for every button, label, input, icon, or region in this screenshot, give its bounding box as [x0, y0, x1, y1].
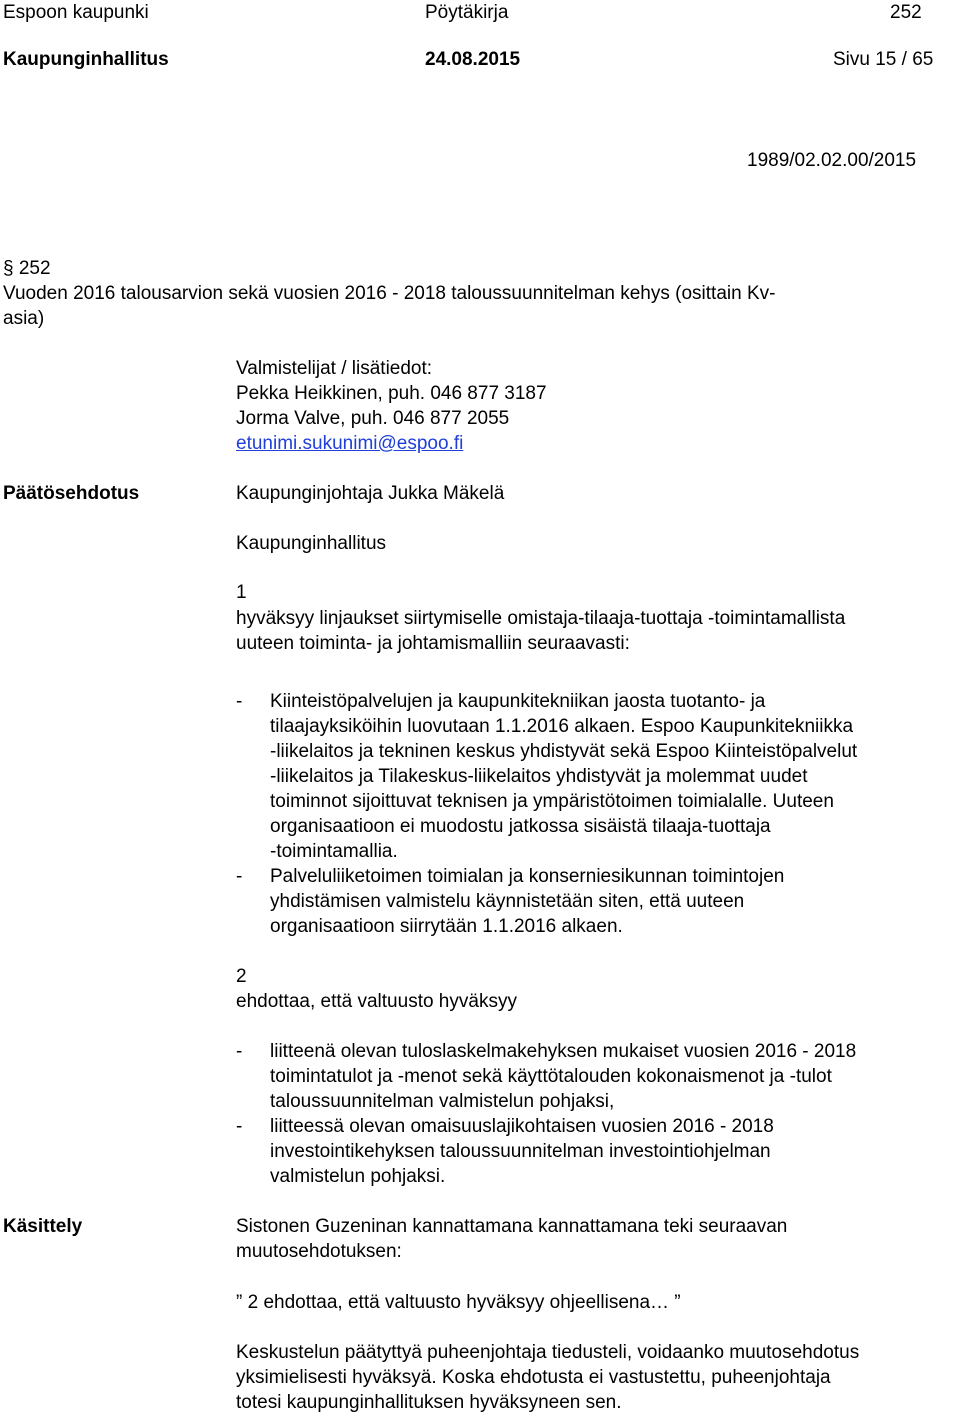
list-item-line: -toimintamallia.	[270, 841, 398, 862]
section-number: 252	[18, 258, 51, 279]
handling-line: Sistonen Guzeninan kannattamana kannattamana teki seuraavan	[236, 1216, 788, 1237]
email-link[interactable]: etunimi.sukunimi@espoo.fi	[236, 433, 464, 454]
list-item-line: toimintatulot ja -menot sekä käyttötalouden kokonaismenot ja -tulot	[270, 1066, 832, 1087]
list-item-line: taloussuunnitelman valmistelun pohjaksi,	[270, 1091, 615, 1112]
handling-quote: ” 2 ehdottaa, että valtuusto hyväksyy ohjeellisena… ”	[236, 1292, 681, 1313]
preparer-line: Jorma Valve, puh. 046 877 2055	[236, 408, 510, 429]
list-item-line: toiminnot sijoittuvat teknisen ja ympäristötoimen toimialalle. Uuteen	[270, 791, 834, 812]
list-item-line: liitteenä olevan tuloslaskelmakehyksen mukaiset vuosien 2016 - 2018	[270, 1041, 857, 1062]
discussion-line: Keskustelun päätyttyä puheenjohtaja tiedusteli, voidaanko muutosehdotus	[236, 1342, 860, 1363]
discussion-line: yksimielisesti hyväksyä. Koska ehdotusta ei vastustettu, puheenjohtaja	[236, 1367, 831, 1388]
list-item-line: tilaajayksiköihin luovutaan 1.1.2016 alkaen. Espoo Kaupunkitekniikka	[270, 716, 854, 737]
header-body: Kaupunginhallitus	[3, 49, 169, 70]
list-item-line: organisaatioon siirrytään 1.1.2016 alkaen.	[270, 916, 623, 937]
preparers-label: Valmistelijat / lisätiedot:	[236, 358, 433, 379]
list-item-line: yhdistämisen valmistelu käynnistetään siten, että uuteen	[270, 891, 745, 912]
header-page: Sivu 15 / 65	[833, 49, 934, 70]
list-item-line: -liikelaitos ja Tilakeskus-liikelaitos yhdistyvät ja molemmat uudet	[270, 766, 808, 787]
list-bullet: -	[236, 1041, 243, 1062]
header-org: Espoon kaupunki	[3, 2, 149, 23]
reference-number: 1989/02.02.00/2015	[747, 150, 917, 171]
header-date: 24.08.2015	[425, 49, 521, 70]
list-item-line: liitteessä olevan omaisuuslajikohtaisen vuosien 2016 - 2018	[270, 1116, 774, 1137]
list-item-line: organisaatioon ei muodostu jatkossa sisäistä tilaaja-tuottaja	[270, 816, 771, 837]
header-doc-type: Pöytäkirja	[425, 2, 509, 23]
decider: Kaupunginhallitus	[236, 533, 387, 554]
list-item-line: Kiinteistöpalvelujen ja kaupunkitekniikan jaosta tuotanto- ja	[270, 691, 766, 712]
paragraph-2-number: 2	[236, 966, 247, 987]
list-item-line: Palveluliiketoimen toimialan ja konserniesikunnan toimintojen	[270, 866, 785, 887]
section-title-line1: Vuoden 2016 talousarvion sekä vuosien 2016 - 2018 taloussuunnitelman kehys (osittain Kv-	[3, 283, 776, 304]
list-item-line: -liikelaitos ja tekninen keskus yhdistyvät sekä Espoo Kiinteistöpalvelut	[270, 741, 858, 762]
list-bullet: -	[236, 691, 243, 712]
discussion-line: totesi kaupunginhallituksen hyväksyneen sen.	[236, 1392, 622, 1413]
list-bullet: -	[236, 1116, 243, 1137]
handling-line: muutosehdotuksen:	[236, 1241, 402, 1262]
list-item-line: investointikehyksen taloussuunnitelman investointiohjelman	[270, 1141, 771, 1162]
paragraph-1-line: uuteen toiminta- ja johtamismalliin seuraavasti:	[236, 633, 630, 654]
proposer: Kaupunginjohtaja Jukka Mäkelä	[236, 483, 505, 504]
section-title-line2: asia)	[3, 308, 45, 329]
preparer-line: Pekka Heikkinen, puh. 046 877 3187	[236, 383, 547, 404]
list-item-line: valmistelun pohjaksi.	[270, 1166, 446, 1187]
handling-heading: Käsittely	[3, 1216, 83, 1237]
list-bullet: -	[236, 866, 243, 887]
proposal-heading: Päätösehdotus	[3, 483, 140, 504]
section-symbol: §	[3, 258, 14, 279]
paragraph-1-line: hyväksyy linjaukset siirtymiselle omistaja-tilaaja-tuottaja -toimintamallista	[236, 608, 846, 629]
paragraph-2-line: ehdottaa, että valtuusto hyväksyy	[236, 991, 517, 1012]
header-section-number: 252	[890, 2, 922, 23]
section-heading	[3, 256, 51, 281]
paragraph-1-number: 1	[236, 582, 247, 603]
